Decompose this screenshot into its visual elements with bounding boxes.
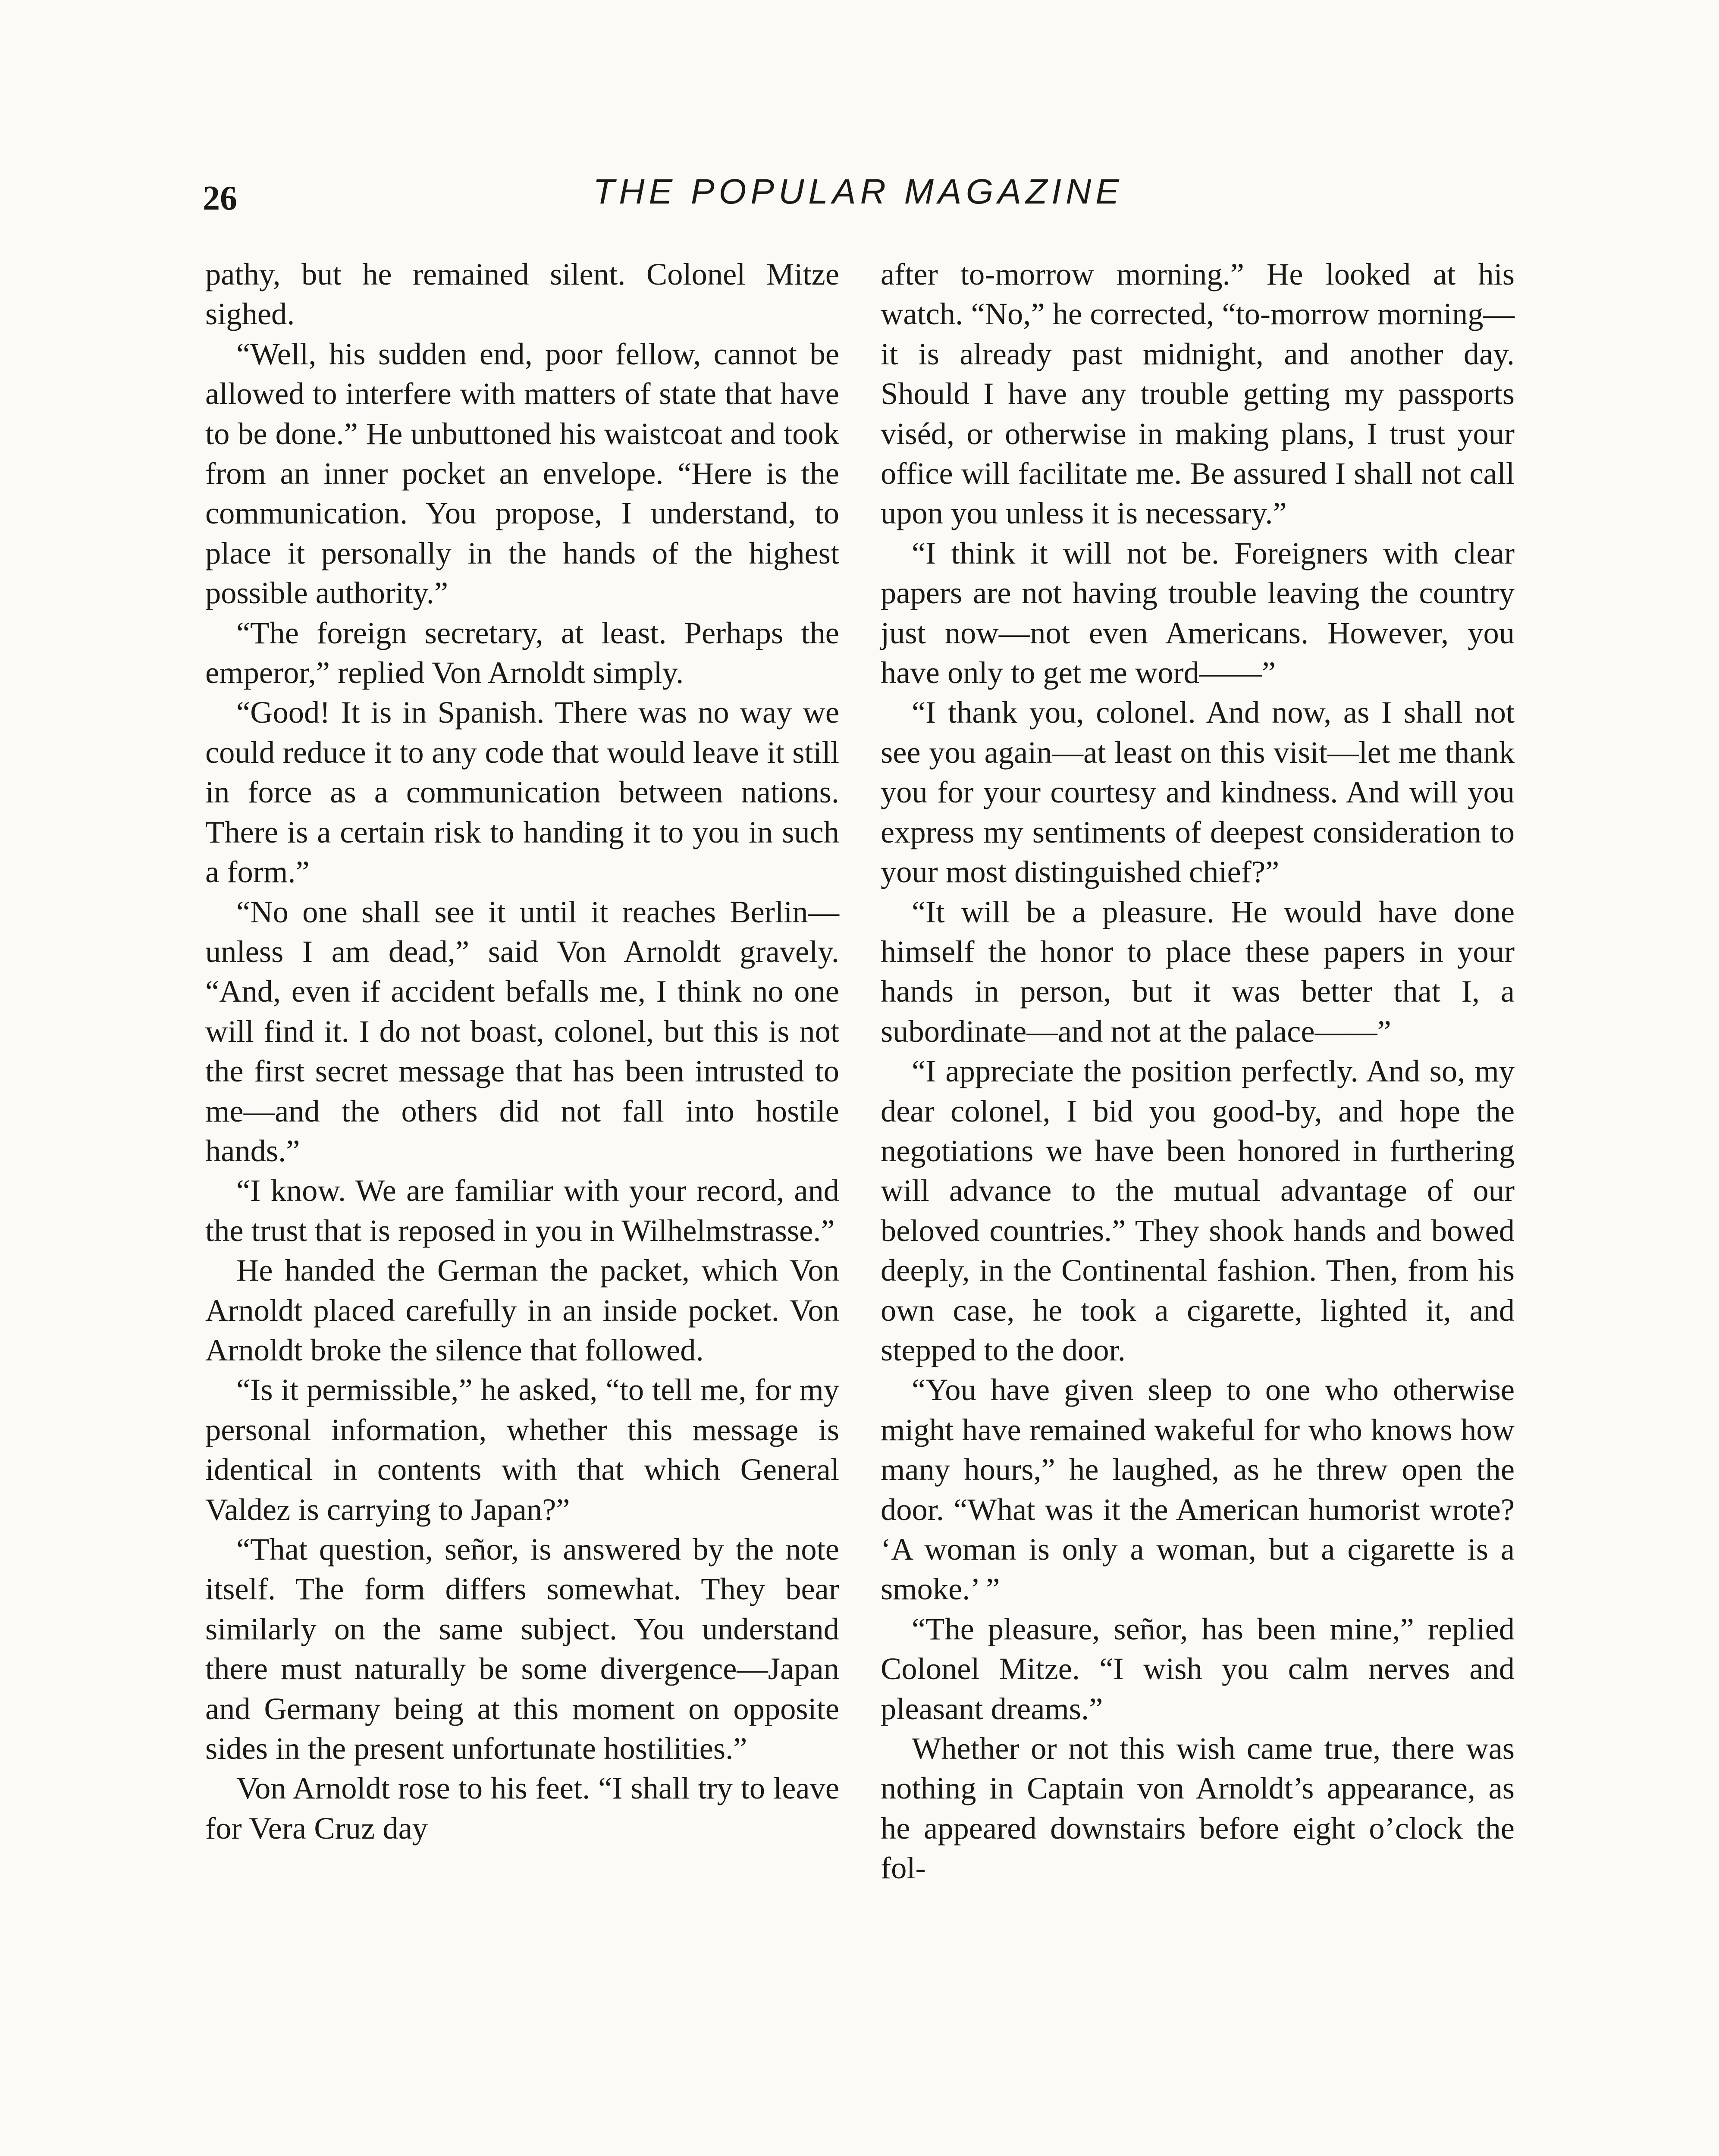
paragraph: after to-morrow morning.” He looked at his watch. “No,” he corrected, “to-morrow morning—it is already past midnight, and another day. Should I have any trouble getting my passports viséd, or otherwise in making plans, I trust your office will facilitate me. Be assured I shall not call upon you unless it is necessary.”: [881, 257, 1515, 531]
running-title: THE POPULAR MAGAZINE: [593, 172, 1123, 211]
paragraph: Whether or not this wish came true, there was nothing in Captain von Arnoldt’s appearance, as he appeared downstairs before eight o’clock the fol-: [881, 1731, 1515, 1886]
paragraph: “Good! It is in Spanish. There was no way we could reduce it to any code that would leave it still in force as a communication between nations. There is a certain risk to handing it to you in such a form.”: [205, 695, 839, 890]
paragraph: “No one shall see it until it reaches Berlin—unless I am dead,” said Von Arnoldt gravely. “And, even if accident befalls me, I think no one will find it. I do not boast, colonel, but this is not the first secret message that has been intrusted to me—and the others did not fall into hostile hands.”: [205, 894, 839, 1168]
paragraph: “I think it will not be. Foreigners with clear papers are not having trouble leaving the country just now—not even Americans. However, you have only to get me word——”: [881, 535, 1515, 690]
paragraph: “It will be a pleasure. He would have done himself the honor to place these papers in your hands in person, but it was better that I, a subordinate—and not at the palace——”: [881, 894, 1515, 1049]
paragraph: He handed the German the packet, which Von Arnoldt placed carefully in an inside pocket. Von Arnoldt broke the silence that followed.: [205, 1253, 839, 1367]
paragraph: “That question, señor, is answered by the note itself. The form differs somewhat. They bear similarly on the same subject. You understand there must naturally be some divergence—Japan and Germany being at this moment on opposite sides in the present unfortunate hostilities.”: [205, 1532, 839, 1766]
page-header: [203, 172, 1514, 229]
paragraph: Von Arnoldt rose to his feet. “I shall try to leave for Vera Cruz day: [205, 1771, 839, 1846]
paragraph: “Well, his sudden end, poor fellow, cannot be allowed to interfere with matters of state that have to be done.” He unbuttoned his waistcoat and took from an inner pocket an envelope. “Here is the communication. You propose, I understand, to place it personally in the hands of the highest possible authority.”: [205, 336, 839, 611]
left-column: [205, 254, 839, 1848]
paragraph: “The pleasure, señor, has been mine,” replied Colonel Mitze. “I wish you calm nerves and pleasant dreams.”: [881, 1611, 1515, 1726]
paragraph: “I know. We are familiar with your record, and the trust that is reposed in you in Wilhelmstrasse.”: [205, 1173, 839, 1248]
right-column: [881, 254, 1515, 1888]
paragraph: “You have given sleep to one who otherwise might have remained wakeful for who knows how many hours,” he laughed, as he threw open the door. “What was it the American humorist wrote? ‘A woman is only a woman, but a cigarette is a smoke.’ ”: [881, 1372, 1515, 1607]
paragraph: pathy, but he remained silent. Colonel Mitze sighed.: [205, 257, 839, 332]
paragraph: “I thank you, colonel. And now, as I shall not see you again—at least on this visit—let me thank you for your courtesy and kindness. And will you express my sentiments of deepest consideration to your most distinguished chief?”: [881, 695, 1515, 890]
page-number: 26: [203, 179, 237, 217]
paragraph: “Is it permissible,” he asked, “to tell me, for my personal information, whether this message is identical in contents with that which General Valdez is carrying to Japan?”: [205, 1372, 839, 1527]
paragraph: “The foreign secretary, at least. Perhaps the emperor,” replied Von Arnoldt simply.: [205, 615, 839, 690]
paragraph: “I appreciate the position perfectly. And so, my dear colonel, I bid you good-by, and hope the negotiations we have been honored in furthering will advance to the mutual advantage of our beloved countries.” They shook hands and bowed deeply, in the Continental fashion. Then, from his own case, he took a cigarette, lighted it, and stepped to the door.: [881, 1053, 1515, 1367]
